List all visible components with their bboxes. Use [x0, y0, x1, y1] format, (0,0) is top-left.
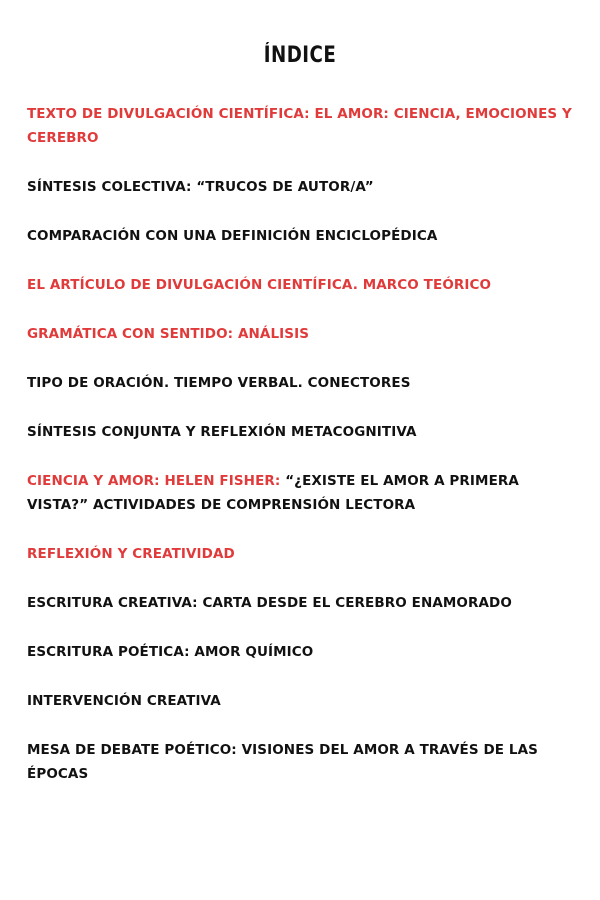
index-entry — [27, 738, 572, 786]
index-entry — [27, 322, 572, 346]
index-entry-text: ESCRITURA POÉTICA: AMOR QUÍMICO — [27, 644, 314, 660]
index-list — [27, 102, 572, 786]
index-entry — [27, 591, 572, 615]
index-entry-text: TIPO DE ORACIÓN. TIEMPO VERBAL. CONECTORES — [27, 375, 411, 391]
index-entry-text: GRAMÁTICA CON SENTIDO: ANÁLISIS — [27, 326, 310, 342]
index-entry — [27, 469, 572, 517]
index-entry — [27, 420, 572, 444]
index-entry-text: INTERVENCIÓN CREATIVA — [27, 693, 221, 709]
index-entry — [27, 542, 572, 566]
index-entry — [27, 273, 572, 297]
index-entry-text: TEXTO DE DIVULGACIÓN CIENTÍFICA: EL AMOR: CIENCIA, EMOCIONES Y CEREBRO — [27, 106, 572, 146]
index-entry-text: COMPARACIÓN CON UNA DEFINICIÓN ENCICLOPÉDICA — [27, 228, 438, 244]
index-entry — [27, 689, 572, 713]
index-entry-text: REFLEXIÓN Y CREATIVIDAD — [27, 546, 235, 562]
index-entry-text: “¿EXISTE EL AMOR A PRIMERA VISTA?” ACTIVIDADES DE COMPRENSIÓN LECTORA — [27, 473, 519, 513]
index-entry-text: MESA DE DEBATE POÉTICO: VISIONES DEL AMOR A TRAVÉS DE LAS ÉPOCAS — [27, 742, 539, 782]
index-entry-text: SÍNTESIS CONJUNTA Y REFLEXIÓN METACOGNITIVA — [27, 424, 417, 440]
index-entry — [27, 102, 572, 150]
index-entry — [27, 640, 572, 664]
page-title: ÍNDICE — [263, 43, 337, 68]
index-entry — [27, 175, 572, 199]
index-entry-text: CIENCIA Y AMOR: HELEN FISHER: — [27, 473, 286, 489]
index-entry — [27, 224, 572, 248]
index-entry-text: SÍNTESIS COLECTIVA: “TRUCOS DE AUTOR/A” — [27, 179, 374, 195]
index-entry-text: EL ARTÍCULO DE DIVULGACIÓN CIENTÍFICA. MARCO TEÓRICO — [27, 277, 492, 293]
index-entry-text: ESCRITURA CREATIVA: CARTA DESDE EL CEREBRO ENAMORADO — [27, 595, 512, 611]
index-entry — [27, 371, 572, 395]
